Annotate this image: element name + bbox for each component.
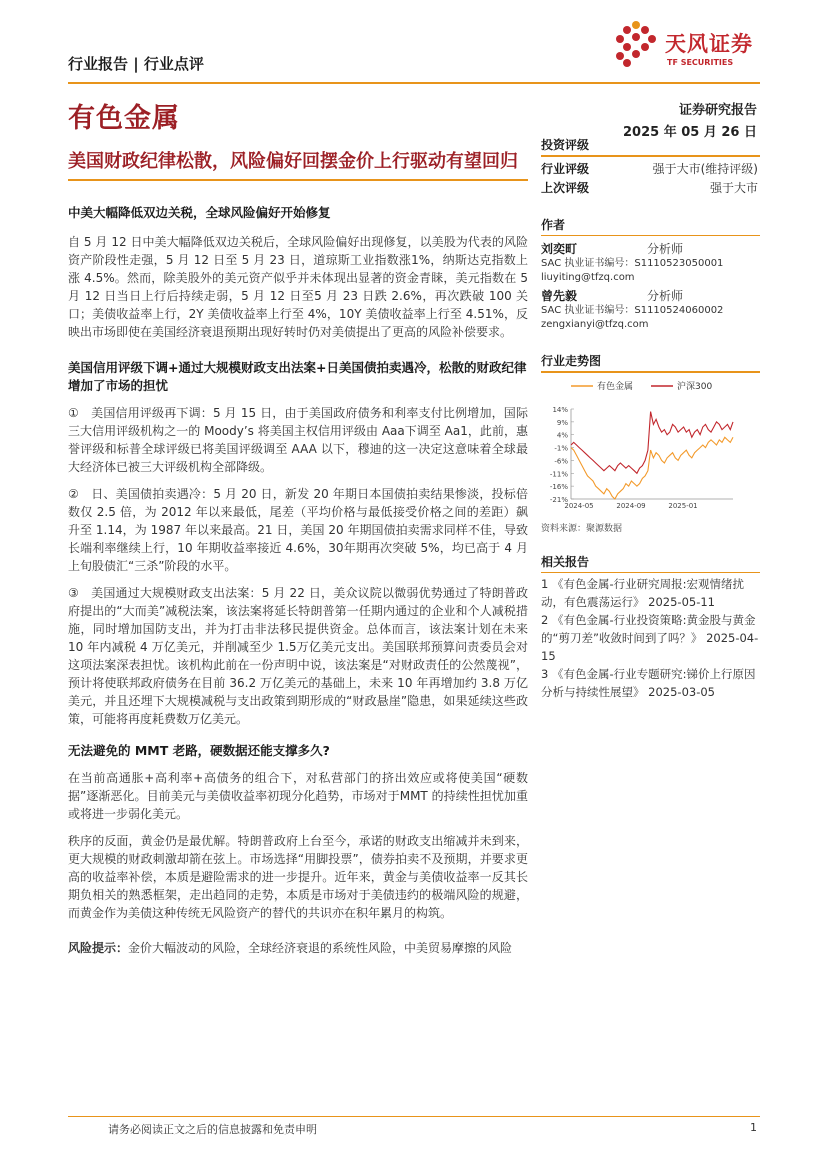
paragraph: ③ 美国通过大规模财政支出法案：5 月 22 日，美众议院以微弱优势通过了特朗普政府提出的“大而美”减税法案，该法案将延长特朗普第一任期内通过的企业和个人减税措施，同时增加国防支出，并为打击非法移民提供资金。总体而言，该法案计划在未来 10 年内减税 4 万亿美元，并削减至少 1.5万亿美元支出。美国联邦预算问责委员会对这项法案深表担忧。该机构此前在一份声明中说，该法案是“对财政责任的公然蔑视”，预计将使联邦政府债务在目前 36.2 万亿美元的基础上，未来 10 年再增加约 3.8 万亿美元，并且还埋下大规模减税与支出政策到期形成的“财政悬崖”隐患，如果延续这些政策，可能将再度耗费数万亿美元。 [68, 586, 528, 726]
x-tick-label: 2024-05 [564, 501, 594, 510]
sidebar [541, 137, 760, 701]
author-1 [541, 241, 760, 284]
trend-chart-svg [541, 377, 760, 517]
series-line-nonferrous [571, 437, 733, 499]
paragraph: 在当前高通胀+高利率+高债务的组合下，对私营部门的挤出效应或将使美国“硬数据”逐渐恶化。目前美元与美债收益率初现分化趋势，市场对于MMT 的持续性担忧加重或将进一步弱化美元。 [68, 771, 528, 821]
report-date: 2025 年 05 月 26 日 [623, 125, 757, 140]
paragraph: ② 日、美国债拍卖遇冷：5 月 20 日，新发 20 年期日本国债拍卖结果惨淡，投标倍数仅 2.5 倍，为 2012 年以来最低，尾差（平均价格与最低接受价格之间的差距）飙升至 1.14，为 1987 年以来最高。21 日，美国 20 年期国债拍卖需求同样不佳，导致长端利率继续上行，10 年期收益率接近 4.6%，30年期再次突破 5%，均已高于 4 月上旬股债汇“三杀”阶段的水平。 [68, 487, 528, 573]
section-heading-2: 美国信用评级下调+通过大规模财政支出法案+日美国债拍卖遇冷，松散的财政纪律增加了市场的担忧 [68, 360, 527, 393]
y-tick-label: -21% [549, 495, 568, 504]
trend-heading: 行业走势图 [541, 354, 602, 368]
rating-row-current [541, 160, 760, 179]
related-heading: 相关报告 [541, 554, 590, 569]
rating-value: 强于大市 [709, 180, 758, 195]
y-tick-label: -1% [554, 444, 568, 453]
rating-value: 强于大市(维持评级) [652, 161, 758, 176]
y-tick-label: 9% [556, 418, 568, 427]
report-title: 美国财政纪律松散，风险偏好回摆金价上行驱动有望回归 [68, 151, 518, 172]
author-title: 分析师 [647, 242, 684, 256]
chart-source: 资料来源：聚源数据 [541, 523, 623, 534]
page-number: 1 [750, 1121, 757, 1134]
risk-text: 金价大幅波动的风险，全球经济衰退的系统性风险，中美贸易摩擦的风险 [128, 941, 513, 955]
y-tick-label: 14% [552, 405, 568, 414]
x-tick-label: 2025-01 [668, 501, 698, 510]
header-divider [68, 82, 760, 84]
legend-label: 有色金属 [597, 381, 634, 392]
sidebar-divider [541, 371, 760, 373]
sidebar-divider [541, 572, 760, 574]
author-email[interactable]: zengxianyi@tfzq.com [541, 319, 649, 330]
rating-label: 上次评级 [541, 180, 590, 195]
paragraph: ① 美国信用评级再下调：5 月 15 日，由于美国政府债务和利率支付比例增加，国际三大信用评级机构之一的 Moody’s 将美国主权信用评级由 Aaa下调至 Aa1，此前，惠誉评级和标普全球评级已将美国评级调至 AAA 以下，穆迪的这一决定这意味着全球最大经济体已被三大评级机构全部降级。 [68, 406, 528, 474]
legend-label: 沪深300 [677, 381, 713, 392]
y-tick-label: -11% [549, 469, 568, 478]
author-title: 分析师 [647, 289, 684, 303]
sidebar-divider [541, 235, 760, 237]
rating-row-previous [541, 179, 760, 198]
author-name: 刘奕町 [541, 242, 578, 256]
author-sac: SAC 执业证书编号：S1110524060002 [541, 305, 724, 316]
author-sac: SAC 执业证书编号：S1110523050001 [541, 258, 724, 269]
sidebar-divider [541, 155, 760, 157]
section-heading-3: 无法避免的 MMT 老路，硬数据还能支撑多久? [68, 743, 330, 758]
author-2 [541, 288, 760, 331]
main-column [68, 148, 528, 957]
report-category: 行业报告 | 行业点评 [68, 55, 204, 73]
author-email[interactable]: liuyiting@tfzq.com [541, 272, 635, 283]
authors-heading: 作者 [541, 217, 566, 232]
logo-cn: 天风证券 [665, 32, 753, 56]
related-report-2[interactable]: 2 《有色金属-行业投资策略:黄金股与黄金的“剪刀差”收敛时间到了吗？》 2025-04-15 [541, 613, 759, 663]
x-tick-label: 2024-09 [616, 501, 646, 510]
related-report-1[interactable]: 1 《有色金属-行业研究周报:宏观情绪扰动，有色震荡运行》 2025-05-11 [541, 577, 744, 609]
logo-en: TF SECURITIES [667, 58, 734, 67]
disclaimer-note: 请务必阅读正文之后的信息披露和免责申明 [108, 1123, 317, 1136]
y-tick-label: -6% [554, 456, 568, 465]
y-tick-label: -16% [549, 482, 568, 491]
footer-divider [68, 1116, 760, 1117]
paragraph: 自 5 月 12 日中美大幅降低双边关税后，全球风险偏好出现修复，以美股为代表的风险资产阶段性走强，5 月 12 日至 5 月 23 日，道琼斯工业指数涨1%，纳斯达克指数上涨 4.5%。然而，除美股外的美元资产似乎并未体现出显著的资金青睐，美元指数在 5 月 12 日当日上行后持续走弱，5 月 12 日至5 月 23 日跌 2.6%，再次跌破 100 关口；美债收益率上行，2Y 美债收益率上行至 4%，10Y 美债收益率上行至 4.51%，反映出市场即使在美国经济衰退预期出现好转时仍对美债提出了更高的风险补偿要求。 [68, 235, 528, 339]
title-divider [68, 179, 528, 181]
risk-warning [68, 939, 528, 957]
risk-label: 风险提示： [68, 941, 129, 955]
rating-heading: 投资评级 [541, 138, 590, 152]
report-type: 证券研究报告 [678, 103, 757, 118]
sector-title: 有色金属 [68, 103, 180, 134]
trend-chart [541, 377, 760, 517]
section-heading-1: 中美大幅降低双边关税，全球风险偏好开始修复 [68, 205, 331, 220]
author-name: 曾先毅 [541, 289, 578, 303]
related-report-3[interactable]: 3 《有色金属-行业专题研究:锑价上行原因分析与持续性展望》 2025-03-05 [541, 667, 756, 699]
paragraph: 秩序的反面，黄金仍是最优解。特朗普政府上台至今，承诺的财政支出缩减并未到来，更大规模的财政刺激却箭在弦上。市场选择“用脚投票”，债券拍卖不及预期，并要求更高的收益率补偿，本质是避险需求的进一步提升。近年来，黄金与美债收益率一反其长期负相关的熟悉框架，走出趋同的走势，本质是市场对于美债违约的极端风险的规避，而黄金作为美债这种传统无风险资产的替代的共识亦在积年累月的构筑。 [68, 834, 528, 920]
logo-dots-icon [612, 20, 660, 68]
rating-label: 行业评级 [541, 161, 590, 176]
company-logo [612, 20, 762, 70]
y-tick-label: 4% [556, 431, 568, 440]
